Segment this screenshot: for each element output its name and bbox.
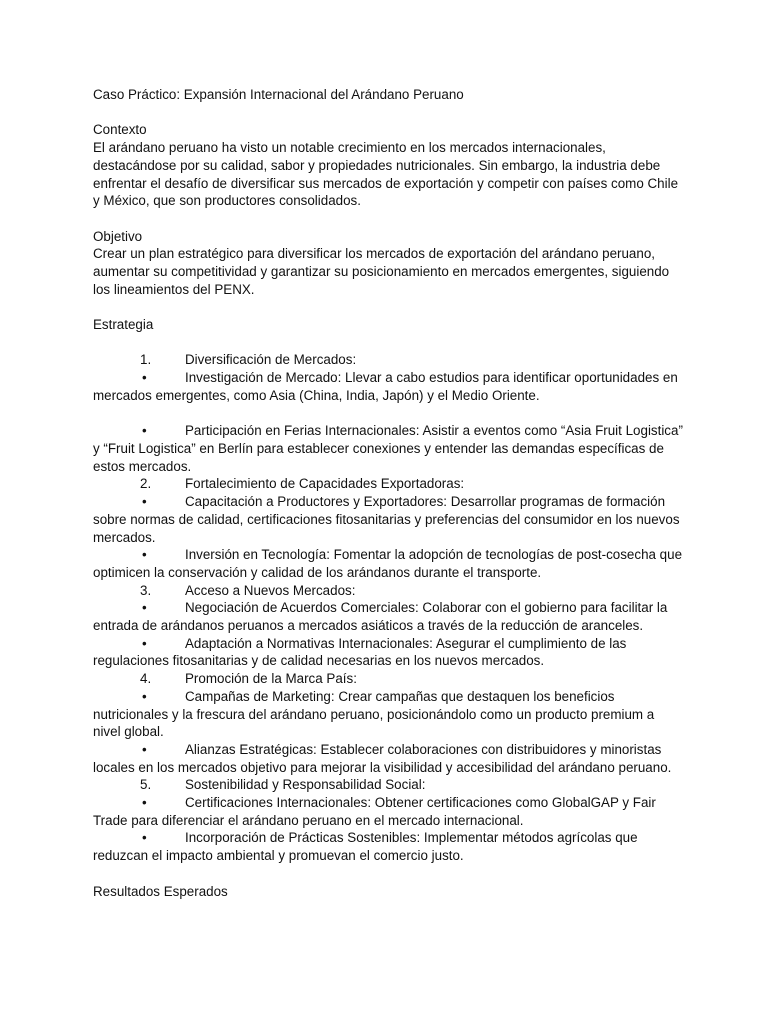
strategy-item <box>93 351 683 475</box>
list-number: 2. <box>140 476 152 492</box>
bullet-icon: • <box>142 370 147 386</box>
objetivo-paragraph: Crear un plan estratégico para diversificar los mercados de exportación del arándano peruano, aumentar su competitividad y garantizar su posicionamiento en mercados emergentes, siguiendo los lineamientos del PENX. <box>93 246 670 297</box>
document-title: Caso Práctico: Expansión Internacional del Arándano Peruano <box>93 87 464 102</box>
contexto-paragraph: El arándano peruano ha visto un notable crecimiento en los mercados internacionales, destacándose por su calidad, sabor y propiedades nutricionales. Sin embargo, la industria debe enfrentar el desafío de diversificar sus mercados de exportación y competir con países como Chile y México, que son productores consolidados. <box>93 140 679 209</box>
bullet-icon: • <box>142 600 147 616</box>
list-number: 4. <box>140 671 152 687</box>
strategy-item <box>93 776 683 865</box>
list-number: 1. <box>140 352 152 368</box>
strategy-title: Promoción de la Marca País: <box>185 671 357 687</box>
strategy-item <box>93 670 683 776</box>
bullet-text: Capacitación a Productores y Exportadores: Desarrollar programas de formación sobre normas de calidad, certificaciones fitosanitarias y preferencias del consumidor en los nuevos mercados. <box>93 494 680 545</box>
spacer <box>93 210 683 228</box>
spacer <box>93 865 683 883</box>
bullet-text: Inversión en Tecnología: Fomentar la adopción de tecnologías de post-cosecha que optimicen la conservación y calidad de los arándanos durante el transporte. <box>93 547 683 580</box>
bullet-icon: • <box>142 547 147 563</box>
section-heading-estrategia: Estrategia <box>93 317 154 333</box>
strategy-title: Sostenibilidad y Responsabilidad Social: <box>185 777 426 793</box>
bullet-text: Participación en Ferias Internacionales: Asistir a eventos como “Asia Fruit Logistica” y “Fruit Logistica” en Berlín para establecer conexiones y entender las demandas específicas de estos mercados. <box>93 423 683 474</box>
spacer <box>93 334 683 352</box>
spacer <box>93 298 683 316</box>
bullet-icon: • <box>142 830 147 846</box>
section-heading-resultados: Resultados Esperados <box>93 883 228 899</box>
strategy-title: Diversificación de Mercados: <box>185 352 357 368</box>
list-number: 5. <box>140 777 152 793</box>
bullet-icon: • <box>142 688 147 704</box>
bullet-icon: • <box>142 494 147 510</box>
document-page <box>93 86 683 900</box>
strategy-title: Acceso a Nuevos Mercados: <box>185 582 356 598</box>
bullet-icon: • <box>142 423 147 439</box>
section-heading-objetivo: Objetivo <box>93 228 143 244</box>
bullet-text: Investigación de Mercado: Llevar a cabo estudios para identificar oportunidades en mercados emergentes, como Asia (China, India, Japón) y el Medio Oriente. <box>93 370 678 403</box>
bullet-text: Incorporación de Prácticas Sostenibles: Implementar métodos agrícolas que reduzcan el impacto ambiental y promuevan el comercio justo. <box>93 830 638 864</box>
spacer <box>93 104 683 122</box>
bullet-icon: • <box>142 635 147 651</box>
strategy-item <box>93 475 683 581</box>
bullet-icon: • <box>142 741 147 757</box>
bullet-text: Alianzas Estratégicas: Establecer colaboraciones con distribuidores y minoristas locales en los mercados objetivo para mejorar la visibilidad y accesibilidad del arándano peruano. <box>93 741 672 775</box>
section-heading-contexto: Contexto <box>93 122 147 138</box>
bullet-text: Negociación de Acuerdos Comerciales: Colaborar con el gobierno para facilitar la entrada de arándanos peruanos a mercados asiáticos a través de la reducción de aranceles. <box>93 600 668 634</box>
bullet-icon: • <box>142 795 147 811</box>
bullet-text: Certificaciones Internacionales: Obtener certificaciones como GlobalGAP y Fair Trade para diferenciar el arándano peruano en el mercado internacional. <box>93 795 656 828</box>
bullet-text: Adaptación a Normativas Internacionales: Asegurar el cumplimiento de las regulaciones fitosanitarias y de calidad necesarias en los nuevos mercados. <box>93 635 627 669</box>
list-number: 3. <box>140 582 152 598</box>
spacer <box>93 405 683 423</box>
strategy-item <box>93 582 683 671</box>
strategy-title: Fortalecimiento de Capacidades Exportadoras: <box>185 476 465 492</box>
bullet-text: Campañas de Marketing: Crear campañas que destaquen los beneficios nutricionales y la frescura del arándano peruano, posicionándolo como un producto premium a nivel global. <box>93 688 655 740</box>
